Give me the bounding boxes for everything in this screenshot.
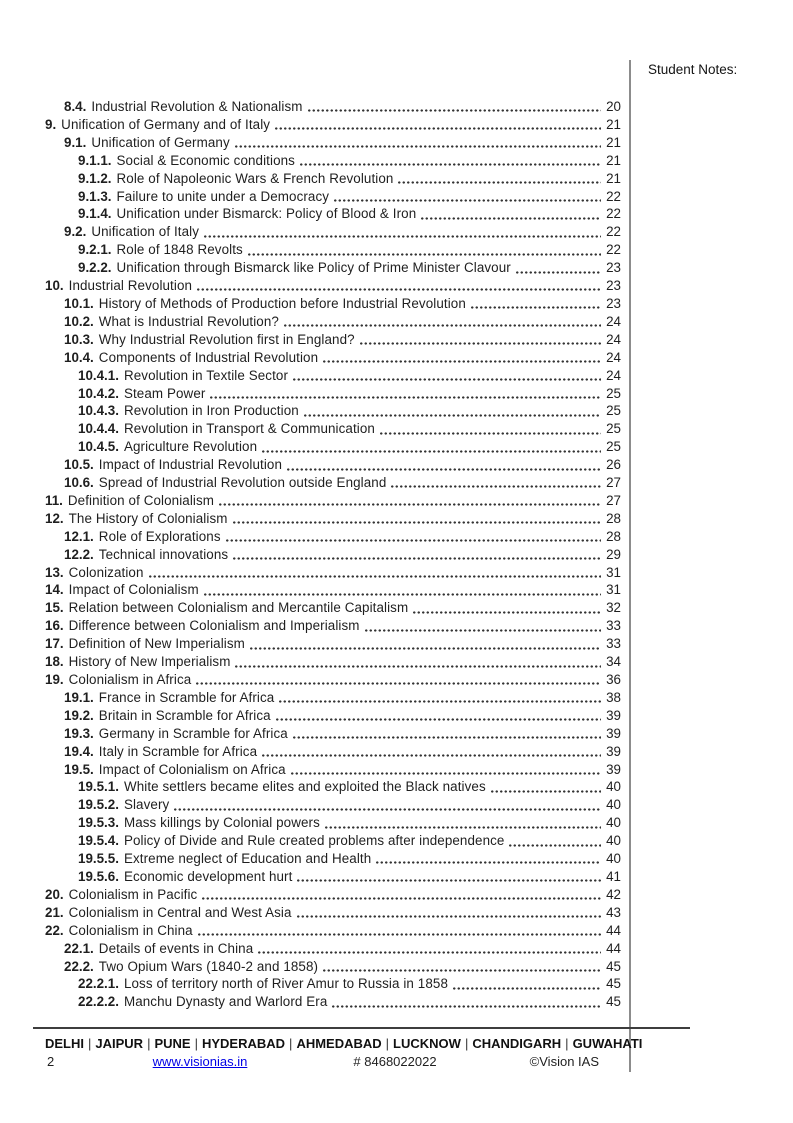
toc-entry-number: 22.2.2. [78, 994, 119, 1010]
toc-entry-page: 22 [606, 224, 621, 240]
toc-entry-number: 9.1.1. [78, 152, 112, 168]
toc-dot-leader [307, 109, 602, 112]
toc-entry[interactable] [45, 188, 621, 206]
toc-entry-page: 24 [606, 331, 621, 347]
toc-entry[interactable] [45, 850, 621, 868]
toc-entry-number: 9.1.3. [78, 188, 112, 204]
footer-city-separator: | [565, 1036, 569, 1051]
toc-dot-leader [515, 271, 601, 274]
toc-entry-title: Slavery [123, 797, 170, 813]
toc-entry-title: France in Scramble for Africa [98, 689, 275, 705]
toc-entry-number: 14. [45, 582, 64, 598]
toc-entry-page: 21 [606, 116, 621, 132]
toc-entry[interactable] [45, 205, 621, 223]
toc-entry[interactable] [45, 653, 621, 671]
toc-entry[interactable] [45, 420, 621, 438]
toc-entry-page: 40 [606, 779, 621, 795]
toc-entry-title: Loss of territory north of River Amur to Russia in 1858 [123, 976, 448, 992]
toc-dot-leader [359, 342, 601, 345]
toc-entry-number: 20. [45, 886, 64, 902]
toc-entry-page: 41 [606, 868, 621, 884]
toc-dot-leader [322, 969, 601, 972]
toc-entry[interactable] [45, 796, 621, 814]
toc-entry-title: Colonialism in Africa [68, 672, 192, 687]
toc-dot-leader [203, 593, 601, 596]
toc-entry[interactable] [45, 635, 621, 653]
toc-entry-title: Policy of Divide and Rule created problems after independence [123, 833, 505, 849]
toc-entry[interactable] [45, 707, 621, 725]
toc-entry-page: 33 [606, 618, 621, 634]
toc-entry-number: 19.5.4. [78, 833, 119, 849]
toc-entry[interactable] [45, 510, 621, 528]
toc-dot-leader [196, 288, 601, 291]
toc-entry-number: 21. [45, 904, 64, 920]
toc-entry-title: Steam Power [123, 385, 206, 401]
toc-entry-page: 23 [606, 295, 621, 311]
footer-divider [33, 1027, 690, 1029]
toc-entry-number: 10.4.2. [78, 385, 119, 401]
toc-entry-title: White settlers became elites and exploited the Black natives [123, 779, 486, 795]
toc-entry-number: 19.4. [64, 743, 94, 759]
toc-entry-page: 22 [606, 242, 621, 258]
toc-entry-number: 22. [45, 922, 64, 938]
toc-entry-page: 45 [606, 976, 621, 992]
toc-entry-page: 44 [606, 922, 621, 938]
toc-entry-page: 25 [606, 439, 621, 455]
toc-dot-leader [283, 324, 601, 327]
toc-entry-page: 45 [606, 958, 621, 974]
toc-dot-leader [197, 933, 601, 936]
toc-entry-number: 10.4.1. [78, 367, 119, 383]
toc-entry[interactable] [45, 671, 621, 689]
toc-entry-number: 12.1. [64, 528, 94, 544]
footer-city-separator: | [289, 1036, 293, 1051]
toc-entry-title: History of Methods of Production before Industrial Revolution [98, 295, 466, 311]
toc-dot-leader [290, 772, 601, 775]
toc-entry-number: 19.2. [64, 707, 94, 723]
toc-dot-leader [225, 539, 601, 542]
toc-entry-number: 19.5.2. [78, 797, 119, 813]
toc-entry[interactable] [45, 385, 621, 403]
toc-entry-title: Unification of Italy [91, 224, 200, 240]
toc-entry-number: 19.5.5. [78, 851, 119, 867]
toc-entry[interactable] [45, 922, 621, 940]
toc-entry-page: 40 [606, 815, 621, 831]
toc-entry-page: 39 [606, 725, 621, 741]
toc-entry[interactable] [45, 241, 621, 259]
toc-entry-number: 10.1. [64, 295, 94, 311]
toc-entry-title: Two Opium Wars (1840-2 and 1858) [98, 958, 319, 974]
toc-dot-leader [232, 557, 601, 560]
toc-entry-title: Germany in Scramble for Africa [98, 725, 288, 741]
toc-dot-leader [322, 360, 601, 363]
toc-dot-leader [261, 450, 601, 453]
toc-entry-number: 10. [45, 278, 64, 294]
toc-entry-page: 21 [606, 170, 621, 186]
student-notes-divider [629, 60, 631, 1072]
toc-entry-title: The History of Colonialism [68, 510, 228, 526]
toc-entry[interactable] [45, 743, 621, 761]
toc-entry[interactable] [45, 832, 621, 850]
toc-dot-leader [257, 951, 601, 954]
footer-city-separator: | [464, 1036, 469, 1051]
toc-entry-title: What is Industrial Revolution? [98, 313, 279, 329]
toc-entry[interactable] [45, 367, 621, 385]
toc-entry-number: 9.2.2. [78, 260, 112, 276]
toc-entry[interactable] [45, 528, 621, 546]
footer-city: DELHI [45, 1036, 84, 1051]
toc-entry-page: 45 [606, 994, 621, 1010]
toc-entry-title: Impact of Colonialism on Africa [98, 761, 286, 777]
toc-dot-leader [209, 396, 601, 399]
toc-entry-number: 12. [45, 510, 64, 526]
toc-entry[interactable] [45, 958, 621, 976]
toc-entry-page: 22 [606, 206, 621, 222]
toc-dot-leader [412, 611, 601, 614]
toc-dot-leader [490, 790, 601, 793]
footer-city: GUWAHATI [572, 1036, 643, 1051]
toc-dot-leader [234, 665, 601, 668]
footer-city-separator: | [385, 1036, 390, 1051]
toc-entry[interactable] [45, 259, 621, 277]
footer-city: CHANDIGARH [472, 1036, 562, 1051]
toc-dot-leader [292, 736, 601, 739]
toc-entry-title: Role of Explorations [98, 528, 221, 544]
toc-entry[interactable] [45, 277, 621, 295]
toc-dot-leader [278, 700, 601, 703]
toc-entry[interactable] [45, 331, 621, 349]
toc-entry-number: 11. [45, 492, 63, 508]
toc-entry-number: 10.4.3. [78, 403, 119, 419]
toc-dot-leader [173, 808, 601, 811]
footer-website-area [100, 1053, 300, 1070]
toc-entry-title: Industrial Revolution & Nationalism [91, 99, 303, 114]
toc-dot-leader [296, 915, 602, 918]
toc-entry-page: 25 [606, 421, 621, 437]
toc-entry-page: 39 [606, 761, 621, 777]
toc-entry-page: 22 [606, 188, 621, 204]
toc-dot-leader [331, 1005, 601, 1008]
toc-entry-number: 10.3. [64, 331, 94, 347]
toc-entry-page: 32 [606, 600, 621, 616]
toc-entry-title: Social & Economic conditions [116, 152, 295, 168]
toc-entry-number: 9.2. [64, 224, 87, 240]
toc-entry-number: 22.1. [64, 940, 94, 956]
toc-entry[interactable] [45, 474, 621, 492]
table-of-contents [45, 98, 621, 1011]
toc-entry[interactable] [45, 313, 621, 331]
toc-entry[interactable] [45, 886, 621, 904]
toc-entry-number: 19.5.6. [78, 868, 119, 884]
toc-entry-page: 38 [606, 689, 621, 705]
toc-entry-number: 19.1. [64, 689, 94, 705]
toc-entry-number: 18. [45, 654, 64, 670]
footer-copyright: ©Vision IAS [529, 1054, 599, 1069]
toc-entry-number: 12.2. [64, 546, 94, 562]
toc-entry-title: Definition of New Imperialism [68, 636, 245, 652]
toc-entry[interactable] [45, 581, 621, 599]
toc-dot-leader [275, 718, 601, 721]
toc-entry[interactable] [45, 116, 621, 134]
toc-entry[interactable] [45, 546, 621, 564]
student-notes-label: Student Notes: [648, 62, 738, 77]
toc-entry-title: Technical innovations [98, 546, 229, 562]
toc-entry-page: 42 [606, 886, 621, 902]
toc-entry[interactable] [45, 152, 621, 170]
toc-entry[interactable] [45, 492, 621, 510]
toc-entry-page: 28 [606, 528, 621, 544]
toc-entry-number: 13. [45, 564, 64, 580]
toc-entry[interactable] [45, 134, 621, 152]
toc-entry-number: 17. [45, 636, 64, 652]
toc-entry-page: 21 [606, 134, 621, 150]
toc-dot-leader [508, 844, 601, 847]
toc-entry-number: 9.1.2. [78, 170, 112, 186]
toc-entry-page: 25 [606, 385, 621, 401]
toc-dot-leader [247, 253, 601, 256]
toc-entry-page: 39 [606, 707, 621, 723]
toc-entry-number: 10.5. [64, 457, 94, 473]
toc-entry[interactable] [45, 993, 621, 1011]
toc-entry-number: 9.2.1. [78, 242, 112, 258]
toc-entry[interactable] [45, 98, 621, 116]
toc-entry-title: Italy in Scramble for Africa [98, 743, 258, 759]
toc-entry[interactable] [45, 761, 621, 779]
toc-entry-page: 40 [606, 797, 621, 813]
toc-entry-number: 19. [45, 672, 64, 687]
footer-city: AHMEDABAD [296, 1036, 382, 1051]
toc-entry[interactable] [45, 295, 621, 313]
toc-entry-page: 44 [606, 940, 621, 956]
footer-city: PUNE [154, 1036, 191, 1051]
toc-entry[interactable] [45, 725, 621, 743]
toc-dot-leader [148, 575, 602, 578]
toc-dot-leader [195, 682, 601, 685]
toc-entry-title: Revolution in Textile Sector [123, 367, 289, 383]
toc-entry-page: 33 [606, 636, 621, 652]
toc-dot-leader [201, 897, 601, 900]
toc-entry-title: Revolution in Iron Production [123, 403, 299, 419]
toc-entry[interactable] [45, 814, 621, 832]
toc-entry-page: 28 [606, 510, 621, 526]
toc-entry-page: 43 [606, 904, 621, 920]
footer-city-separator: | [194, 1036, 198, 1051]
toc-entry-title: Unification through Bismarck like Policy of Prime Minister Clavour [116, 260, 511, 276]
toc-entry[interactable] [45, 617, 621, 635]
footer-info-row [45, 1053, 621, 1071]
toc-entry-title: Manchu Dynasty and Warlord Era [123, 994, 328, 1010]
toc-entry-page: 31 [606, 582, 621, 598]
toc-entry-number: 10.6. [64, 475, 94, 491]
toc-entry-title: Definition of Colonialism [67, 492, 215, 508]
toc-entry-title: Britain in Scramble for Africa [98, 707, 271, 723]
toc-entry-number: 19.5.1. [78, 779, 119, 795]
toc-entry-title: Mass killings by Colonial powers [123, 815, 320, 831]
toc-entry-page: 20 [606, 99, 621, 114]
toc-entry-title: Failure to unite under a Democracy [116, 188, 330, 204]
toc-entry-page: 26 [606, 457, 621, 473]
toc-entry-page: 39 [606, 743, 621, 759]
toc-entry-title: Components of Industrial Revolution [98, 349, 319, 365]
toc-entry-page: 29 [606, 546, 621, 562]
toc-dot-leader [286, 468, 601, 471]
toc-entry-page: 27 [606, 475, 621, 491]
toc-entry-number: 19.3. [64, 725, 94, 741]
toc-entry-title: History of New Imperialism [68, 654, 231, 670]
toc-entry-title: Impact of Industrial Revolution [98, 457, 283, 473]
footer-city-separator: | [147, 1036, 151, 1051]
toc-entry-page: 24 [606, 349, 621, 365]
toc-entry[interactable] [45, 223, 621, 241]
toc-dot-leader [249, 647, 601, 650]
toc-entry-page: 24 [606, 313, 621, 329]
toc-entry-title: Difference between Colonialism and Imperialism [68, 618, 360, 634]
toc-entry-number: 19.5.3. [78, 815, 119, 831]
toc-entry-page: 36 [606, 672, 621, 687]
toc-dot-leader [292, 378, 601, 381]
toc-entry-number: 10.4. [64, 349, 94, 365]
toc-dot-leader [397, 181, 601, 184]
toc-entry-title: Colonization [68, 564, 144, 580]
footer-city: HYDERABAD [201, 1036, 286, 1051]
footer-cities [45, 1035, 643, 1052]
toc-entry-page: 27 [606, 492, 621, 508]
toc-entry-page: 40 [606, 851, 621, 867]
toc-entry-page: 34 [606, 654, 621, 670]
toc-entry-title: Relation between Colonialism and Mercantile Capitalism [68, 600, 409, 616]
toc-dot-leader [296, 879, 601, 882]
toc-entry[interactable] [45, 564, 621, 582]
footer-city: JAIPUR [95, 1036, 144, 1051]
toc-entry-number: 16. [45, 618, 64, 634]
toc-entry-title: Revolution in Transport & Communication [123, 421, 375, 437]
toc-dot-leader [299, 163, 601, 166]
toc-entry-title: Role of 1848 Revolts [116, 242, 243, 258]
toc-entry[interactable] [45, 456, 621, 474]
toc-dot-leader [274, 127, 601, 130]
toc-dot-leader [324, 826, 601, 829]
toc-entry-title: Spread of Industrial Revolution outside England [98, 475, 387, 491]
toc-entry-page: 21 [606, 152, 621, 168]
toc-entry-page: 40 [606, 833, 621, 849]
website-link[interactable]: www.visionias.in [152, 1054, 248, 1069]
toc-entry[interactable] [45, 438, 621, 456]
toc-dot-leader [333, 199, 601, 202]
toc-entry-number: 9.1.4. [78, 206, 112, 222]
toc-entry-title: Role of Napoleonic Wars & French Revolution [116, 170, 394, 186]
toc-dot-leader [203, 235, 601, 238]
toc-entry-number: 9. [45, 116, 57, 132]
toc-dot-leader [452, 987, 601, 990]
toc-entry[interactable] [45, 975, 621, 993]
footer-phone: # 8468022022 [353, 1054, 437, 1069]
toc-entry-page: 25 [606, 403, 621, 419]
toc-entry-number: 8.4. [64, 99, 87, 114]
toc-entry[interactable] [45, 170, 621, 188]
toc-entry-number: 10.4.4. [78, 421, 119, 437]
toc-entry-page: 24 [606, 367, 621, 383]
toc-entry[interactable] [45, 778, 621, 796]
toc-entry-title: Unification of Germany and of Italy [61, 116, 271, 132]
toc-entry-title: Colonialism in China [68, 922, 193, 938]
toc-entry-number: 19.5. [64, 761, 94, 777]
toc-entry[interactable] [45, 868, 621, 886]
toc-entry[interactable] [45, 689, 621, 707]
toc-entry-page: 31 [606, 564, 621, 580]
toc-dot-leader [218, 503, 601, 506]
footer-city-separator: | [88, 1036, 92, 1051]
toc-entry-title: Unification under Bismarck: Policy of Blood & Iron [116, 206, 417, 222]
toc-entry-title: Impact of Colonialism [68, 582, 199, 598]
toc-dot-leader [261, 754, 601, 757]
toc-dot-leader [470, 306, 601, 309]
toc-entry-title: Unification of Germany [91, 134, 230, 150]
toc-dot-leader [303, 414, 601, 417]
toc-entry[interactable] [45, 402, 621, 420]
toc-entry-number: 22.2. [64, 958, 94, 974]
toc-entry[interactable] [45, 599, 621, 617]
toc-entry-number: 22.2.1. [78, 976, 119, 992]
toc-entry-page: 23 [606, 278, 621, 294]
toc-entry-title: Agriculture Revolution [123, 439, 258, 455]
toc-entry-title: Extreme neglect of Education and Health [123, 851, 372, 867]
toc-dot-leader [364, 629, 602, 632]
toc-dot-leader [375, 861, 601, 864]
toc-entry-number: 15. [45, 600, 64, 616]
toc-dot-leader [390, 485, 601, 488]
toc-entry-number: 10.4.5. [78, 439, 119, 455]
toc-entry-title: Details of events in China [98, 940, 254, 956]
toc-dot-leader [379, 432, 601, 435]
footer-city: LUCKNOW [393, 1036, 461, 1051]
toc-entry-title: Colonialism in Central and West Asia [68, 904, 292, 920]
toc-dot-leader [420, 217, 601, 220]
toc-entry-page: 23 [606, 260, 621, 276]
toc-entry-number: 9.1. [64, 134, 87, 150]
toc-dot-leader [234, 145, 601, 148]
toc-entry[interactable] [45, 940, 621, 958]
toc-entry-title: Colonialism in Pacific [68, 886, 198, 902]
footer-page-number: 2 [47, 1054, 55, 1069]
toc-entry[interactable] [45, 904, 621, 922]
toc-entry[interactable] [45, 349, 621, 367]
toc-entry-number: 10.2. [64, 313, 94, 329]
toc-entry-title: Industrial Revolution [68, 278, 193, 294]
toc-entry-title: Why Industrial Revolution first in England? [98, 331, 355, 347]
toc-dot-leader [232, 521, 602, 524]
toc-entry-title: Economic development hurt [123, 868, 293, 884]
